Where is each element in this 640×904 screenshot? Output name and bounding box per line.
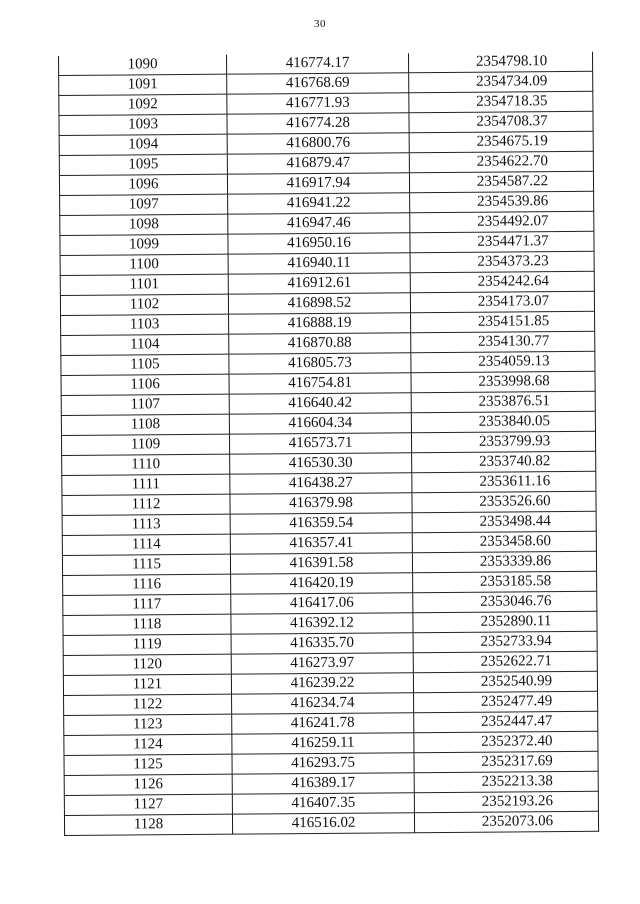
- coordinate-y-cell: 2352073.06: [414, 811, 598, 832]
- coordinate-y-cell: 2354708.37: [409, 111, 593, 132]
- point-number-cell: 1109: [61, 434, 229, 455]
- coordinate-x-cell: 416768.69: [227, 73, 409, 94]
- coordinate-y-cell: 2354373.23: [410, 251, 594, 272]
- coordinate-x-cell: 416941.22: [228, 193, 410, 214]
- coordinate-y-cell: 2353876.51: [411, 391, 595, 412]
- coordinate-y-cell: 2352890.11: [413, 611, 597, 632]
- coordinate-y-cell: 2352447.47: [414, 711, 598, 732]
- coordinate-y-cell: 2354151.85: [411, 311, 595, 332]
- coordinate-y-cell: 2353526.60: [412, 491, 596, 512]
- coordinate-y-cell: 2353339.86: [412, 551, 596, 572]
- coordinate-y-cell: 2354539.86: [410, 191, 594, 212]
- point-number-cell: 1100: [60, 254, 228, 275]
- coordinate-y-cell: 2354130.77: [411, 331, 595, 352]
- coordinate-x-cell: 416359.54: [230, 513, 412, 534]
- coordinate-x-cell: 416530.30: [230, 453, 412, 474]
- point-number-cell: 1122: [64, 694, 232, 715]
- point-number-cell: 1114: [62, 534, 230, 555]
- coordinate-x-cell: 416888.19: [229, 313, 411, 334]
- coordinate-x-cell: 416898.52: [228, 293, 410, 314]
- coordinate-x-cell: 416516.02: [232, 813, 414, 834]
- point-number-cell: 1124: [64, 734, 232, 755]
- coordinate-x-cell: 416273.97: [231, 653, 413, 674]
- point-number-cell: 1115: [62, 554, 230, 575]
- coordinate-x-cell: 416259.11: [232, 733, 414, 754]
- table-row: [64, 811, 598, 835]
- point-number-cell: 1120: [63, 654, 231, 675]
- coordinates-table: [58, 52, 599, 836]
- coordinate-y-cell: 2352477.49: [414, 691, 598, 712]
- coordinate-x-cell: 416420.19: [231, 573, 413, 594]
- coordinate-y-cell: 2354718.35: [409, 91, 593, 112]
- point-number-cell: 1112: [62, 494, 230, 515]
- point-number-cell: 1103: [61, 314, 229, 335]
- coordinate-x-cell: 416357.41: [230, 533, 412, 554]
- point-number-cell: 1098: [60, 214, 228, 235]
- point-number-cell: 1095: [59, 154, 227, 175]
- coordinates-table-container: [58, 52, 598, 836]
- coordinate-x-cell: 416800.76: [227, 133, 409, 154]
- point-number-cell: 1125: [64, 754, 232, 775]
- coordinate-y-cell: 2352733.94: [413, 631, 597, 652]
- coordinate-x-cell: 416293.75: [232, 753, 414, 774]
- coordinate-x-cell: 416917.94: [227, 173, 409, 194]
- point-number-cell: 1117: [63, 594, 231, 615]
- coordinate-y-cell: 2352193.26: [414, 791, 598, 812]
- coordinate-x-cell: 416940.11: [228, 253, 410, 274]
- coordinate-x-cell: 416573.71: [229, 433, 411, 454]
- coordinate-y-cell: 2354675.19: [409, 131, 593, 152]
- point-number-cell: 1101: [60, 274, 228, 295]
- coordinate-x-cell: 416879.47: [227, 153, 409, 174]
- coordinate-y-cell: 2352213.38: [414, 771, 598, 792]
- coordinate-y-cell: 2353046.76: [413, 591, 597, 612]
- coordinate-y-cell: 2352372.40: [414, 731, 598, 752]
- coordinate-x-cell: 416947.46: [228, 213, 410, 234]
- coordinate-x-cell: 416241.78: [232, 713, 414, 734]
- point-number-cell: 1121: [63, 674, 231, 695]
- page-number: 30: [314, 18, 326, 30]
- coordinate-x-cell: 416640.42: [229, 393, 411, 414]
- point-number-cell: 1106: [61, 374, 229, 395]
- point-number-cell: 1105: [61, 354, 229, 375]
- coordinate-y-cell: 2354587.22: [409, 171, 593, 192]
- coordinate-y-cell: 2354242.64: [410, 271, 594, 292]
- point-number-cell: 1128: [64, 814, 232, 835]
- point-number-cell: 1119: [63, 634, 231, 655]
- point-number-cell: 1092: [59, 94, 227, 115]
- point-number-cell: 1123: [64, 714, 232, 735]
- point-number-cell: 1118: [63, 614, 231, 635]
- coordinate-x-cell: 416407.35: [232, 793, 414, 814]
- coordinate-x-cell: 416771.93: [227, 93, 409, 114]
- coordinate-y-cell: 2354798.10: [408, 52, 592, 73]
- coordinate-x-cell: 416754.81: [229, 373, 411, 394]
- coordinate-y-cell: 2354734.09: [409, 71, 593, 92]
- point-number-cell: 1096: [59, 174, 227, 195]
- coordinate-y-cell: 2352317.69: [414, 751, 598, 772]
- coordinate-x-cell: 416950.16: [228, 233, 410, 254]
- point-number-cell: 1093: [59, 114, 227, 135]
- coordinate-x-cell: 416912.61: [228, 273, 410, 294]
- point-number-cell: 1108: [61, 414, 229, 435]
- coordinate-x-cell: 416379.98: [230, 493, 412, 514]
- coordinate-y-cell: 2353458.60: [412, 531, 596, 552]
- coordinate-y-cell: 2353185.58: [413, 571, 597, 592]
- point-number-cell: 1127: [64, 794, 232, 815]
- coordinate-x-cell: 416234.74: [232, 693, 414, 714]
- coordinate-y-cell: 2354471.37: [410, 231, 594, 252]
- coordinate-x-cell: 416389.17: [232, 773, 414, 794]
- point-number-cell: 1097: [60, 194, 228, 215]
- coordinate-y-cell: 2354492.07: [410, 211, 594, 232]
- coordinate-y-cell: 2353498.44: [412, 511, 596, 532]
- coordinate-x-cell: 416239.22: [231, 673, 413, 694]
- coordinate-y-cell: 2354173.07: [410, 291, 594, 312]
- point-number-cell: 1104: [61, 334, 229, 355]
- coordinate-x-cell: 416391.58: [230, 553, 412, 574]
- point-number-cell: 1107: [61, 394, 229, 415]
- coordinate-y-cell: 2352540.99: [413, 671, 597, 692]
- coordinate-x-cell: 416774.28: [227, 113, 409, 134]
- point-number-cell: 1090: [58, 55, 226, 76]
- coordinate-x-cell: 416392.12: [231, 613, 413, 634]
- coordinate-y-cell: 2353799.93: [411, 431, 595, 452]
- point-number-cell: 1091: [59, 74, 227, 95]
- coordinate-x-cell: 416438.27: [230, 473, 412, 494]
- coordinate-x-cell: 416805.73: [229, 353, 411, 374]
- point-number-cell: 1102: [60, 294, 228, 315]
- coordinate-y-cell: 2353740.82: [412, 451, 596, 472]
- point-number-cell: 1126: [64, 774, 232, 795]
- coordinate-x-cell: 416604.34: [229, 413, 411, 434]
- coordinate-y-cell: 2352622.71: [413, 651, 597, 672]
- point-number-cell: 1111: [62, 474, 230, 495]
- coordinate-y-cell: 2353998.68: [411, 371, 595, 392]
- coordinate-x-cell: 416870.88: [229, 333, 411, 354]
- coordinate-y-cell: 2354059.13: [411, 351, 595, 372]
- coordinates-table-body: [58, 52, 598, 836]
- coordinate-x-cell: 416774.17: [226, 53, 408, 74]
- coordinate-y-cell: 2353840.05: [411, 411, 595, 432]
- point-number-cell: 1094: [59, 134, 227, 155]
- coordinate-x-cell: 416335.70: [231, 633, 413, 654]
- point-number-cell: 1110: [62, 454, 230, 475]
- coordinate-y-cell: 2353611.16: [412, 471, 596, 492]
- point-number-cell: 1116: [63, 574, 231, 595]
- coordinate-y-cell: 2354622.70: [409, 151, 593, 172]
- coordinate-x-cell: 416417.06: [231, 593, 413, 614]
- point-number-cell: 1113: [62, 514, 230, 535]
- point-number-cell: 1099: [60, 234, 228, 255]
